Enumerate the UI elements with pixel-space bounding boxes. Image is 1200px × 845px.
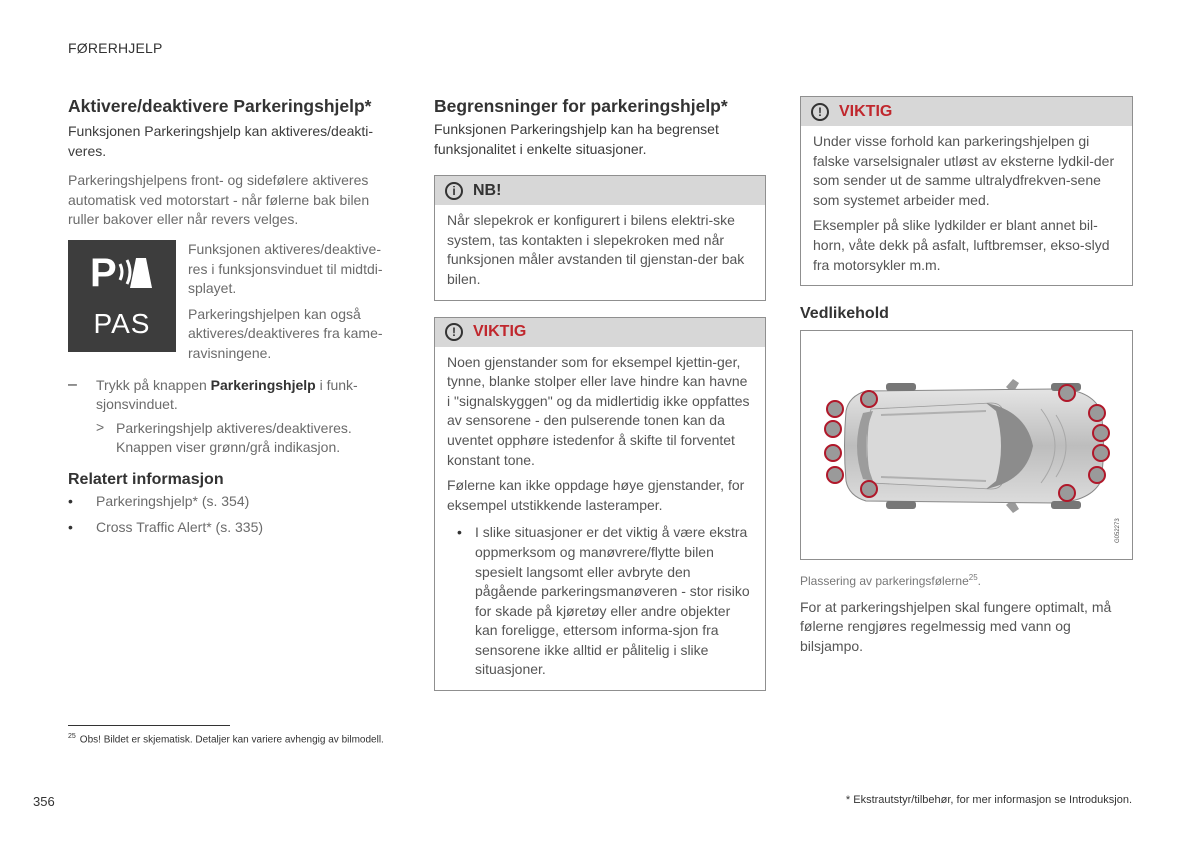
car-topview-illustration [801, 331, 1133, 560]
column-maintenance [800, 96, 1133, 657]
warning-body [435, 347, 765, 691]
warning-icon: ! [811, 103, 829, 121]
warning2-para-1: Under visse forhold kan parkeringshjelpen gi falske varselsignaler utløst av eksterne lydkil-der som sender ut de samme ultralydfrekven-sene som systemet arbeider med. [813, 133, 1115, 208]
warning2-para-2: Eksempler på slike lydkilder er blant annet bil-horn, våte dekk på asfalt, luftbremser, ekso-slyd fra motorsykler m.m. [813, 217, 1110, 273]
result-text: Parkeringshjelp aktiveres/deaktiveres. Knappen viser grønn/grå indikasjon. [116, 419, 352, 456]
symbol-description [188, 240, 398, 364]
warning-bullet: • I slike situasjoner er det viktig å være ekstra oppmerksom og manøvrere/flytte bilen spesielt langsomt eller avbryte den pågående parkeringsmanøveren - stor risiko for skade på kjøretøy eller andre objekter kan foreligge, ettersom informa-sjon fra sensorene ikke alltid er pålitelig i slike situasjoner. [447, 523, 753, 680]
page-number: 356 [33, 794, 55, 809]
related-link-parking[interactable]: • Parkeringshjelp* (s. 354) [68, 492, 250, 509]
image-caption: Plassering av parkeringsfølerne$^{25}$. [800, 573, 981, 589]
footer-note: * Ekstrautstyr/tilbehør, for mer informasjon se Introduksjon. [845, 794, 1132, 806]
warning-header-2 [801, 97, 1132, 126]
nb-text: Når slepekrok er konfigurert i bilens elektri-ske system, tas kontakten i slepekroken med når funksjonen måler avstanden til gjenstan-der bak bilen. [447, 212, 745, 287]
symbol-text-2: Parkeringshjelpen kan også aktiveres/deaktiveres fra kame-ravisningene. [188, 305, 383, 361]
result-item [96, 419, 398, 458]
warning-box-2 [800, 96, 1133, 286]
section-header: FØRERHJELP [68, 40, 163, 56]
column-limitations [434, 96, 766, 691]
warning-icon: ! [445, 323, 463, 341]
footnote: $^{25}$ Obs! Bildet er skjematisk. Detaljer kan variere avhengig av bilmodell. [68, 733, 384, 746]
activate-intro: Funksjonen Parkeringshjelp kan aktiveres/deakti-veres. [68, 123, 374, 159]
warning-box [434, 317, 766, 692]
nb-body [435, 205, 765, 299]
parking-sensor-icon [90, 250, 156, 294]
sensor-diagram [800, 330, 1133, 560]
related-title: Relatert informasjon [68, 470, 224, 488]
nb-header [435, 176, 765, 205]
maintenance-title: Vedlikehold [800, 305, 889, 323]
warning-label-2: VIKTIG [839, 102, 893, 120]
column-activate [68, 96, 398, 537]
nb-box [434, 175, 766, 300]
info-icon: i [445, 182, 463, 200]
warning-para-2: Følerne kan ikke oppdage høye gjenstander, for eksempel utstikkende lasteramper. [447, 477, 745, 513]
warning-label: VIKTIG [473, 323, 527, 341]
footnote-divider [68, 725, 230, 726]
warning-body-2 [801, 126, 1132, 285]
activate-para: Parkeringshjelpens front- og sidefølere aktiveres automatisk ved motorstart - når følerne bak bilen ruller bakover eller når revers velges. [68, 172, 370, 228]
limitations-title: Begrensninger for parkeringshjelp* [434, 96, 728, 116]
step-item [68, 376, 398, 415]
pas-symbol-icon [68, 240, 176, 352]
warning-header [435, 318, 765, 347]
button-name: Parkeringshjelp [210, 376, 316, 393]
warning-para-1: Noen gjenstander som for eksempel kjettin-ger, tynne, blanke stolper eller lave hindre kan havne i "signalskyggen" og da midlertidig ikke oppfattes av sensorene - den pulserende tonen kan da uventet opphøre istedenfor å skifte til forventet konstant tone. [447, 353, 750, 468]
pas-symbol-row [68, 240, 398, 364]
result-mark: > [96, 418, 105, 435]
pas-label: PAS [93, 307, 151, 339]
svg-text:P: P [90, 250, 117, 294]
related-link-cross-traffic[interactable]: • Cross Traffic Alert* (s. 335) [68, 518, 264, 535]
step-dash: – [68, 375, 77, 393]
step-text: Trykk på knappen Parkeringshjelp i funk-sjonsvinduet. [96, 376, 358, 413]
nb-label: NB! [473, 181, 502, 199]
image-code: G052273 [1115, 518, 1121, 544]
warning-bullet-text: I slike situasjoner er det viktig å være ekstra oppmerksom og manøvrere/flytte bilen spesielt langsomt eller avbryte den pågående parkeringsmanøveren - stor risiko for skade på kjøretøy eller andre objekter kan foreligge, ettersom informa-sjon fra sensorene ikke alltid er pålitelig i slike situasjoner. [475, 524, 750, 678]
maintenance-text: For at parkeringshjelpen skal fungere optimalt, må følerne rengjøres regelmessig med vann og bilsjampo. [800, 598, 1112, 654]
limitations-intro: Funksjonen Parkeringshjelp kan ha begrenset funksjonalitet i enkelte situasjoner. [434, 121, 719, 157]
symbol-text-1: Funksjonen aktiveres/deaktive-res i funksjonsvinduet til midtdi-splayet. [188, 240, 383, 297]
activate-title: Aktivere/deaktivere Parkeringshjelp* [68, 96, 372, 116]
